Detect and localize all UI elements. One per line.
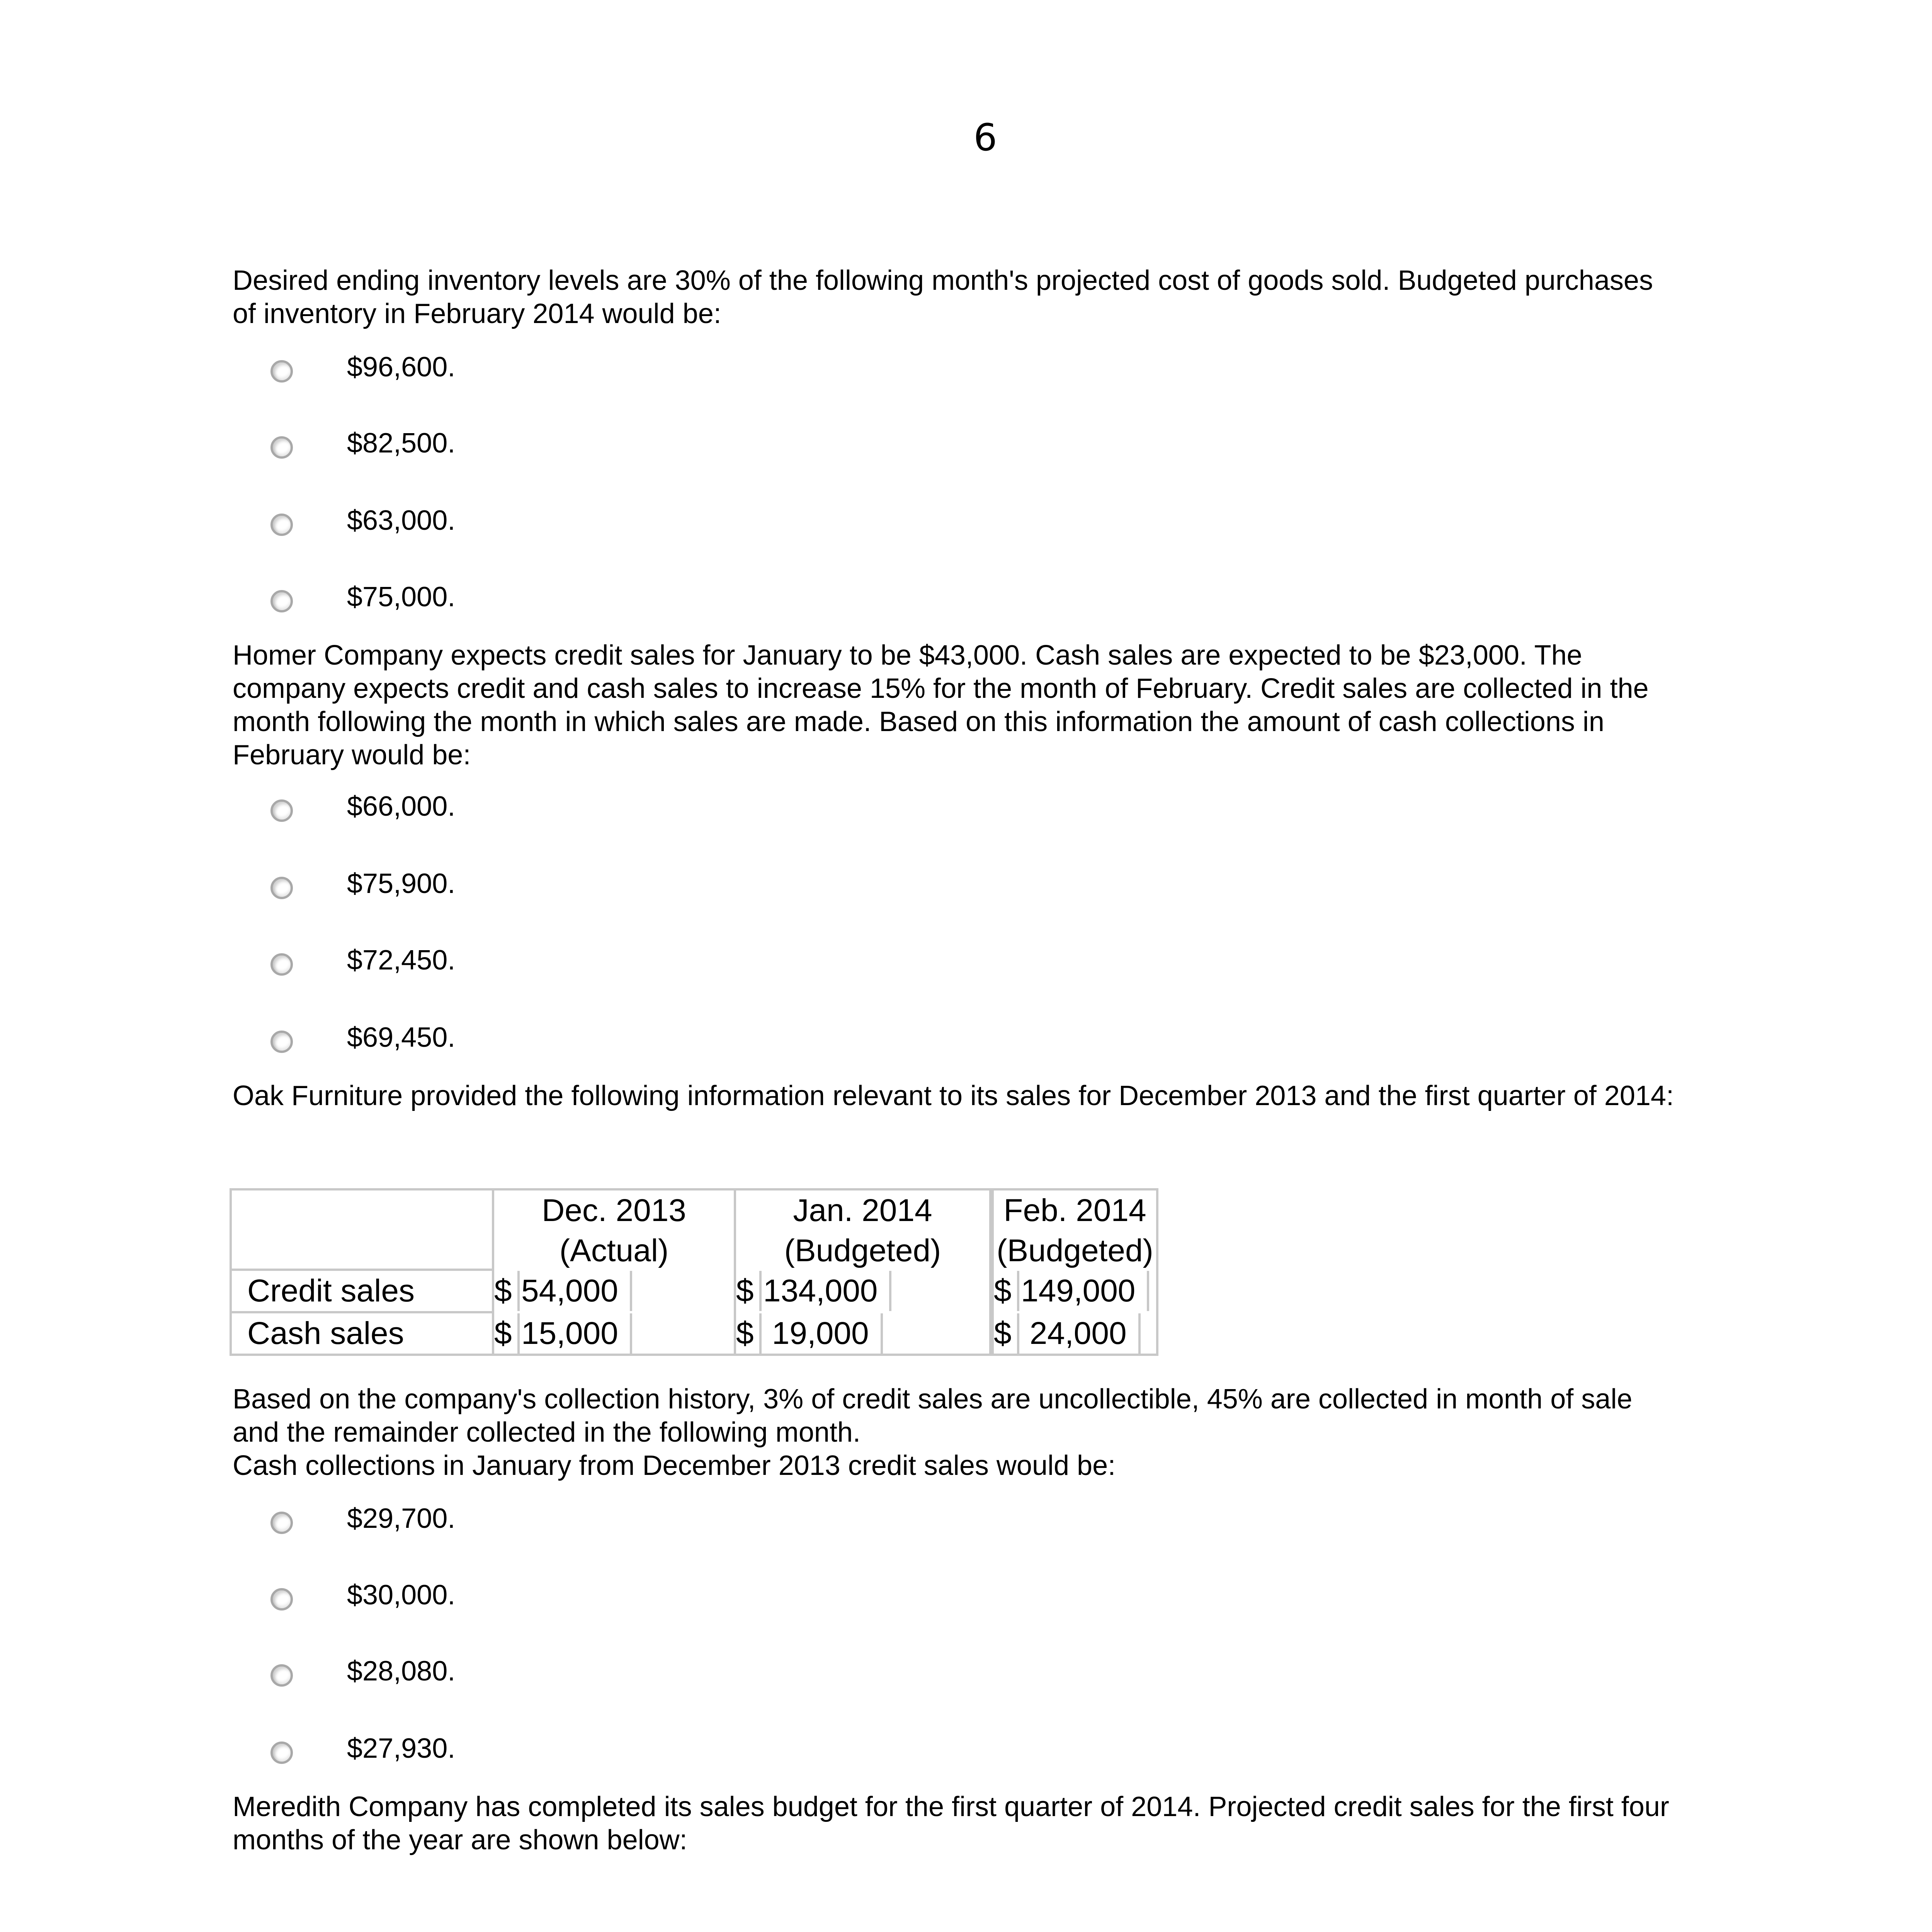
- cash-sales-jan: [736, 1313, 992, 1356]
- option-label: $69,450.: [347, 1022, 456, 1053]
- question-3-option-c[interactable]: [270, 1654, 455, 1689]
- header-feb-2014: [992, 1188, 1158, 1271]
- option-label: $72,450.: [347, 945, 456, 976]
- question-3-line-2: and the remainder collected in the following month.: [233, 1417, 861, 1448]
- credit-sales-feb: [992, 1271, 1158, 1313]
- radio-button-icon[interactable]: [270, 1742, 293, 1764]
- question-2-option-a[interactable]: [270, 789, 455, 824]
- question-2-line-4: February would be:: [233, 740, 471, 770]
- option-label: $30,000.: [347, 1580, 456, 1611]
- currency-symbol: $: [994, 1271, 1019, 1311]
- option-label: $82,500.: [347, 428, 456, 459]
- header-jan-2014: [736, 1188, 992, 1271]
- header-label: Dec. 2013: [542, 1193, 686, 1228]
- radio-button-icon[interactable]: [270, 1512, 293, 1534]
- table-row: [230, 1271, 1158, 1313]
- radio-button-icon[interactable]: [270, 799, 293, 822]
- question-2-line-1: Homer Company expects credit sales for January to be $43,000. Cash sales are expected to be $23,000. The: [233, 640, 1582, 671]
- page-number: 6: [973, 116, 997, 159]
- option-label: $63,000.: [347, 505, 456, 536]
- question-2-option-c[interactable]: [270, 943, 455, 978]
- row-label: Credit sales: [230, 1271, 494, 1313]
- header-sublabel: (Budgeted): [784, 1233, 941, 1268]
- radio-button-icon[interactable]: [270, 514, 293, 536]
- option-label: $75,900.: [347, 868, 456, 899]
- question-3-option-a[interactable]: [270, 1501, 455, 1536]
- currency-symbol: $: [736, 1271, 762, 1311]
- radio-button-icon[interactable]: [270, 1031, 293, 1053]
- table-header-row: [230, 1188, 1158, 1271]
- credit-sales-dec: [494, 1271, 736, 1313]
- radio-button-icon[interactable]: [270, 953, 293, 976]
- question-4-intro-line-2: months of the year are shown below:: [233, 1825, 687, 1855]
- question-2-line-3: month following the month in which sales are made. Based on this information the amount of cash collections in: [233, 706, 1604, 737]
- oak-furniture-sales-table: [230, 1188, 1158, 1356]
- currency-symbol: $: [494, 1313, 520, 1354]
- question-1-line-2: of inventory in February 2014 would be:: [233, 298, 721, 329]
- question-2-text: [233, 639, 1759, 772]
- header-sublabel: (Budgeted): [997, 1233, 1153, 1268]
- question-1-option-d[interactable]: [270, 580, 455, 614]
- radio-button-icon[interactable]: [270, 590, 293, 612]
- cell-value: 149,000: [1021, 1273, 1136, 1308]
- question-1-text: [233, 264, 1759, 330]
- header-label: Jan. 2014: [793, 1193, 932, 1228]
- table-corner-cell: [230, 1188, 494, 1271]
- radio-button-icon[interactable]: [270, 360, 293, 383]
- cell-value: 15,000: [521, 1316, 618, 1351]
- question-4-intro-line-1: Meredith Company has completed its sales budget for the first quarter of 2014. Projected credit sales for the first four: [233, 1791, 1669, 1822]
- option-label: $28,080.: [347, 1656, 456, 1687]
- question-3-intro: Oak Furniture provided the following information relevant to its sales for December 2013 and the first quarter of 2014:: [233, 1080, 1674, 1111]
- header-dec-2013: [494, 1188, 736, 1271]
- cash-sales-dec: [494, 1313, 736, 1356]
- radio-button-icon[interactable]: [270, 1588, 293, 1611]
- radio-button-icon[interactable]: [270, 436, 293, 459]
- cell-value: 24,000: [1021, 1316, 1127, 1351]
- cell-value: 54,000: [521, 1273, 618, 1308]
- radio-button-icon[interactable]: [270, 877, 293, 899]
- header-label: Feb. 2014: [1003, 1193, 1146, 1228]
- cell-value: 134,000: [763, 1273, 878, 1308]
- question-2-line-2: company expects credit and cash sales to increase 15% for the month of February. Credit sales are collected in the: [233, 673, 1649, 704]
- header-sublabel: (Actual): [559, 1233, 669, 1268]
- currency-symbol: $: [736, 1313, 762, 1354]
- question-1-option-b[interactable]: [270, 426, 455, 461]
- currency-symbol: $: [994, 1313, 1019, 1354]
- question-3-option-b[interactable]: [270, 1578, 455, 1612]
- radio-button-icon[interactable]: [270, 1664, 293, 1687]
- question-2-option-b[interactable]: [270, 866, 455, 901]
- question-4-intro: [233, 1790, 1759, 1857]
- cash-sales-feb: [992, 1313, 1158, 1356]
- table-row: [230, 1313, 1158, 1356]
- row-label: Cash sales: [230, 1313, 494, 1356]
- question-1-option-c[interactable]: [270, 503, 455, 538]
- credit-sales-jan: [736, 1271, 992, 1313]
- question-2-option-d[interactable]: [270, 1020, 455, 1055]
- question-3-option-d[interactable]: [270, 1731, 455, 1766]
- option-label: $75,000.: [347, 582, 456, 612]
- question-3-line-1: Based on the company's collection history, 3% of credit sales are uncollectible, 45% are collected in month of sale: [233, 1384, 1633, 1415]
- question-3-text: [233, 1383, 1759, 1482]
- option-label: $96,600.: [347, 352, 456, 383]
- question-3-line-3: Cash collections in January from December 2013 credit sales would be:: [233, 1450, 1116, 1481]
- currency-symbol: $: [494, 1271, 520, 1311]
- option-label: $29,700.: [347, 1503, 456, 1534]
- option-label: $27,930.: [347, 1733, 456, 1764]
- question-1-line-1: Desired ending inventory levels are 30% of the following month's projected cost of goods sold. Budgeted purchases: [233, 265, 1653, 296]
- cell-value: 19,000: [763, 1316, 869, 1351]
- question-1-option-a[interactable]: [270, 350, 455, 384]
- option-label: $66,000.: [347, 791, 456, 822]
